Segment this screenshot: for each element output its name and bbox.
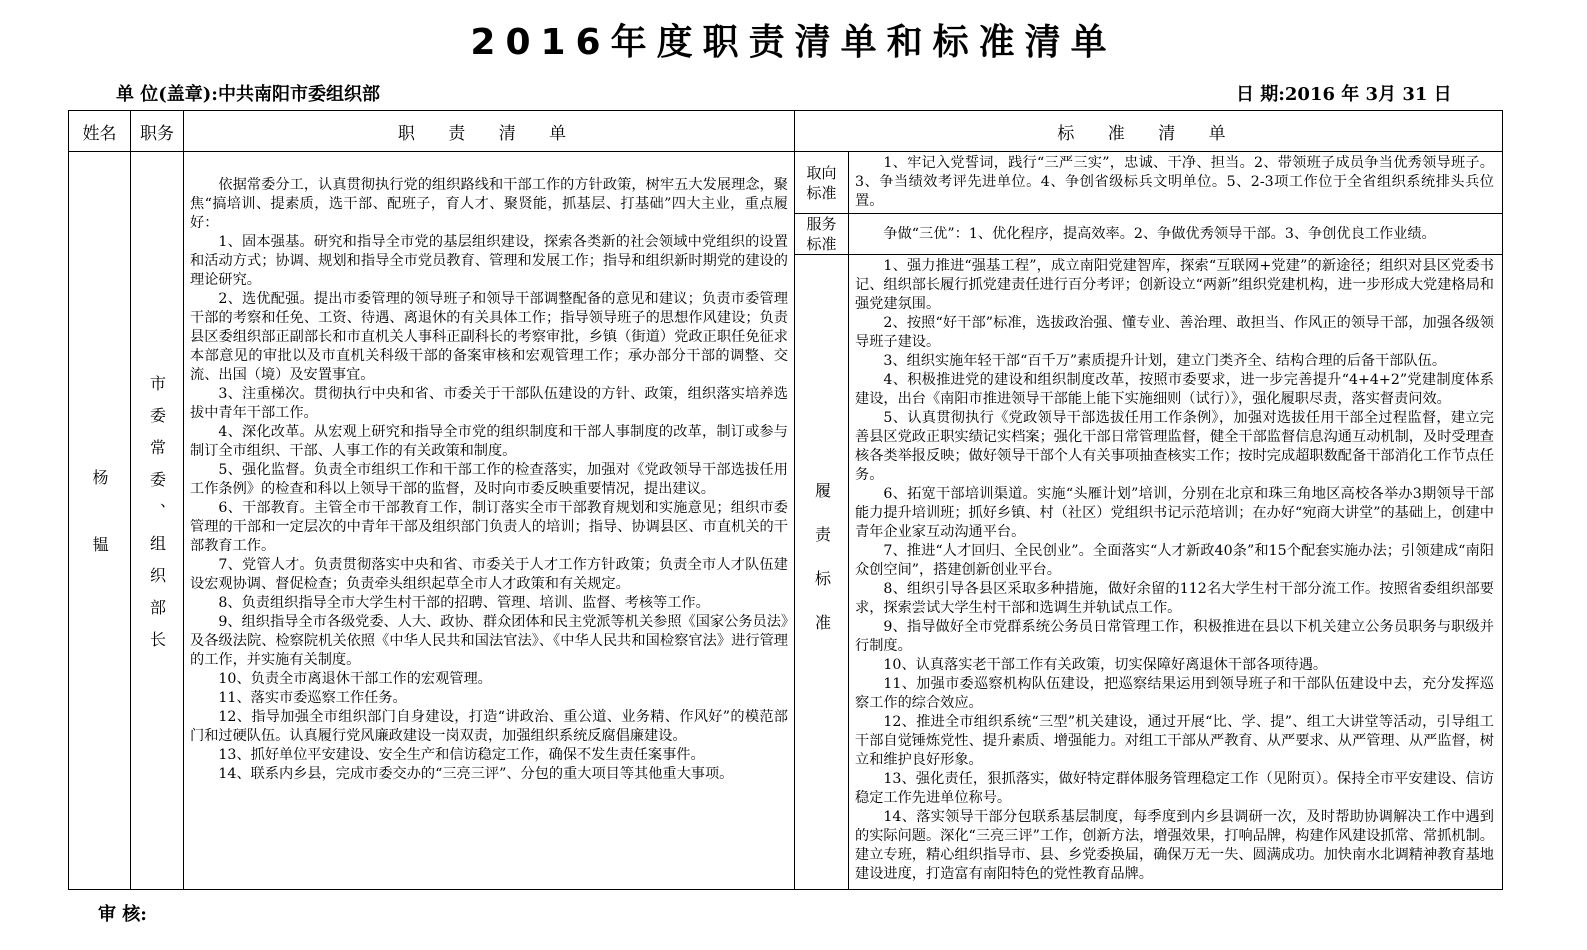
unit-line: 单 位(盖章):中共南阳市委组织部 [116,84,380,105]
duty-item: 8、负责组织指导全市大学生村干部的招聘、管理、培训、监督、考核等工作。 [218,595,710,611]
service-text: 争做“三优”：1、优化程序，提高效率。2、争做优秀领导干部。3、争创优良工作业绩。 [883,225,1436,242]
person-name-cell [69,152,131,890]
duty-item: 1、固本强基。研究和指导全市党的基层组织建设，探索各类新的社会领域中党组织的设置和活动方式；协调、规划和指导全市党员教育、管理和发展工作；指导和组织新时期党的建设的理论研究。 [190,234,788,288]
performance-item: 2、按照“好干部”标准，选拔政治强、懂专业、善治理、敢担当、作风正的领导干部，加强各级领导班子建设。 [855,315,1494,350]
person-position: 市委常委、组织部长 [147,374,167,663]
performance-item: 13、强化责任，狠抓落实，做好特定群体服务管理稳定工作（见附页）。保持全市平安建设、信访稳定工作先进单位称号。 [855,771,1494,806]
document-title: 2016年度职责清单和标准清单 [470,22,1117,63]
person-name: 杨 韫 [90,469,109,568]
duty-item: 6、干部教育。主管全市干部教育工作，制订落实全市干部教育规划和实施意见；组织市委管理的干部和一定层次的中青年干部及组织部门负责人的培训；指导、协调县区、市直机关的干部教育工作。 [190,500,788,554]
duty-item: 4、深化改革。从宏观上研究和指导全市党的组织制度和干部人事制度的改革，制订或参与制订全市组织、干部、人事工作的有关政策和制度。 [190,424,788,459]
service-text-cell [849,214,1503,255]
performance-item: 4、积极推进党的建设和组织制度改革，按照市委要求，进一步完善提升“4+4+2”党建制度体系建设，出台《南阳市推进领导干部能上能下实施细则（试行）》，强化履职尽责，落实督责问效。 [855,372,1494,407]
orientation-label [795,152,849,214]
duty-item: 2、选优配强。提出市委管理的领导班子和领导干部调整配备的意见和建议；负责市委管理干部的考察和任免、工资、待遇、离退休的有关具体工作；指导领导班子的思想作风建设；负责县区委组织部正副部长和市直机关人事科正副科长的考察审批，乡镇（街道）党政正职任免征求本部意见的审批以及市直机关科级干部的备案审核和宏观管理工作；承办部分干部的调整、交流、出国（境）及安置事宜。 [190,291,788,383]
duty-item: 14、联系内乡县，完成市委交办的“三亮三评”、分包的重大项目等其他重大事项。 [218,766,734,782]
duty-item: 3、注重梯次。贯彻执行中央和省、市委关于干部队伍建设的方针、政策，组织落实培养选拔中青年干部工作。 [190,386,788,421]
service-label-text: 服务标准 [806,215,837,253]
duty-item: 12、指导加强全市组织部门自身建设，打造“讲政治、重公道、业务精、作风好”的模范部门和过硬队伍。认真履行党风廉政建设一岗双责，加强组织系统反腐倡廉建设。 [190,709,788,744]
performance-item: 3、组织实施年轻干部“百千万”素质提升计划，建立门类齐全、结构合理的后备干部队伍。 [883,353,1447,369]
orientation-text: 1、牢记入党誓词，践行“三严三实”，忠诚、干净、担当。2、带领班子成员争当优秀领导班子。3、争当绩效考评先进单位。4、争创省级标兵文明单位。5、2-3项工作位于全省组织系统排头兵位置。 [855,155,1494,209]
performance-item: 7、推进“人才回归、全民创业”。全面落实“人才新政40条”和15个配套实施办法；引领建成“南阳众创空间”，搭建创新创业平台。 [855,543,1494,578]
duty-item: 5、强化监督。负责全市组织工作和干部工作的检查落实，加强对《党政领导干部选拔任用工作条例》的检查和科以上领导干部的监督，及时向市委反映重要情况，提出建议。 [190,462,788,497]
header-standards-text: 标 准 清 单 [1057,123,1240,144]
date-line: 日 期:2016 年 3月 31 日 [1236,84,1452,105]
performance-item: 12、推进全市组织系统“三型”机关建设，通过开展“比、学、提”、组工大讲堂等活动，引导组工干部自觉锤炼党性、提升素质、增强能力。对组工干部从严教育、从严要求、从严管理、从严监督，树立和维护良好形象。 [855,714,1494,768]
performance-item: 9、指导做好全市党群系统公务员日常管理工作，积极推进在县以下机关建立公务员职务与职级并行制度。 [855,619,1494,654]
performance-cell [849,255,1503,890]
header-duties-text: 职 责 清 单 [397,123,581,144]
duties-intro: 依据常委分工，认真贯彻执行党的组织路线和干部工作的方针政策，树牢五大发展理念，聚焦“搞培训、提素质，选干部、配班子，育人才、聚贤能，抓基层、打基础”四大主业，重点履好： [190,177,788,231]
performance-label [795,255,849,890]
performance-item: 8、组织引导各县区采取多种措施，做好余留的112名大学生村干部分流工作。按照省委组织部要求，探索尝试大学生村干部和选调生并轨试点工作。 [855,581,1494,616]
header-duties [184,111,795,152]
duty-item: 10、负责全市离退休干部工作的宏观管理。 [218,671,492,687]
reviewer-label: 审 核: [98,904,147,925]
performance-item: 6、拓宽干部培训渠道。实施“头雁计划”培训，分别在北京和珠三角地区高校各举办3期领导干部能力提升培训班；抓好乡镇、村（社区）党组织书记示范培训；在办好“宛商大讲堂”的基础上，创建中青年企业家互动沟通平台。 [855,486,1494,540]
duty-item: 13、抓好单位平安建设、安全生产和信访稳定工作，确保不发生责任案事件。 [218,747,705,763]
header-standards [795,111,1503,152]
duty-item: 11、落实市委巡察工作任务。 [218,690,407,706]
duties-list [190,233,788,784]
orientation-label-text: 取向标准 [806,163,837,202]
performance-item: 14、落实领导干部分包联系基层制度，每季度到内乡县调研一次，及时帮助协调解决工作中遇到的实际问题。深化“三亮三评”工作，创新方法，增强效果，打响品牌，构建作风建设抓常、常抓机制。建立专班，精心组织指导市、县、乡党委换届，确保万无一失、圆满成功。加快南水北调精神教育基地建设进度，打造富有南阳特色的党性教育品牌。 [855,809,1494,882]
duty-standard-table [68,110,1503,890]
duty-item: 7、党管人才。负责贯彻落实中央和省、市委关于人才工作方针政策；负责全市人才队伍建设宏观协调、督促检查；负责牵头组织起草全市人才政策和有关规定。 [190,557,788,592]
orientation-text-cell [849,152,1503,214]
performance-label-text: 履责标准 [812,481,832,658]
duty-item: 9、组织指导全市各级党委、人大、政协、群众团体和民主党派等机关参照《国家公务员法》及各级法院、检察院机关依照《中华人民共和国法官法》、《中华人民共和国检察官法》进行管理的工作，并实施有关制度。 [190,614,788,668]
performance-item: 5、认真贯彻执行《党政领导干部选拔任用工作条例》，加强对选拔任用干部全过程监督，建立完善县区党政正职实绩记实档案；强化干部日常管理监督，健全干部监督信息沟通互动机制，及时受理查核各类举报反映；做好领导干部个人有关事项抽查核实工作；按时完成超职数配备干部消化工作节点任务。 [855,410,1494,483]
person-position-cell [131,152,184,890]
performance-item: 1、强力推进“强基工程”，成立南阳党建智库，探索“互联网+党建”的新途径；组织对县区党委书记、组织部长履行抓党建责任进行百分考评；创新设立“两新”组织党建机构，进一步形成大党建格局和强党建氛围。 [855,258,1494,312]
duties-cell [184,152,795,890]
performance-item: 10、认真落实老干部工作有关政策，切实保障好离退休干部各项待遇。 [883,657,1328,673]
performance-list [855,257,1494,884]
service-label [795,214,849,255]
performance-item: 11、加强市委巡察机构队伍建设，把巡察结果运用到领导班子和干部队伍建设中去，充分发挥巡察工作的综合效应。 [855,676,1494,711]
header-position: 职务 [131,111,184,152]
header-name: 姓名 [69,111,131,152]
